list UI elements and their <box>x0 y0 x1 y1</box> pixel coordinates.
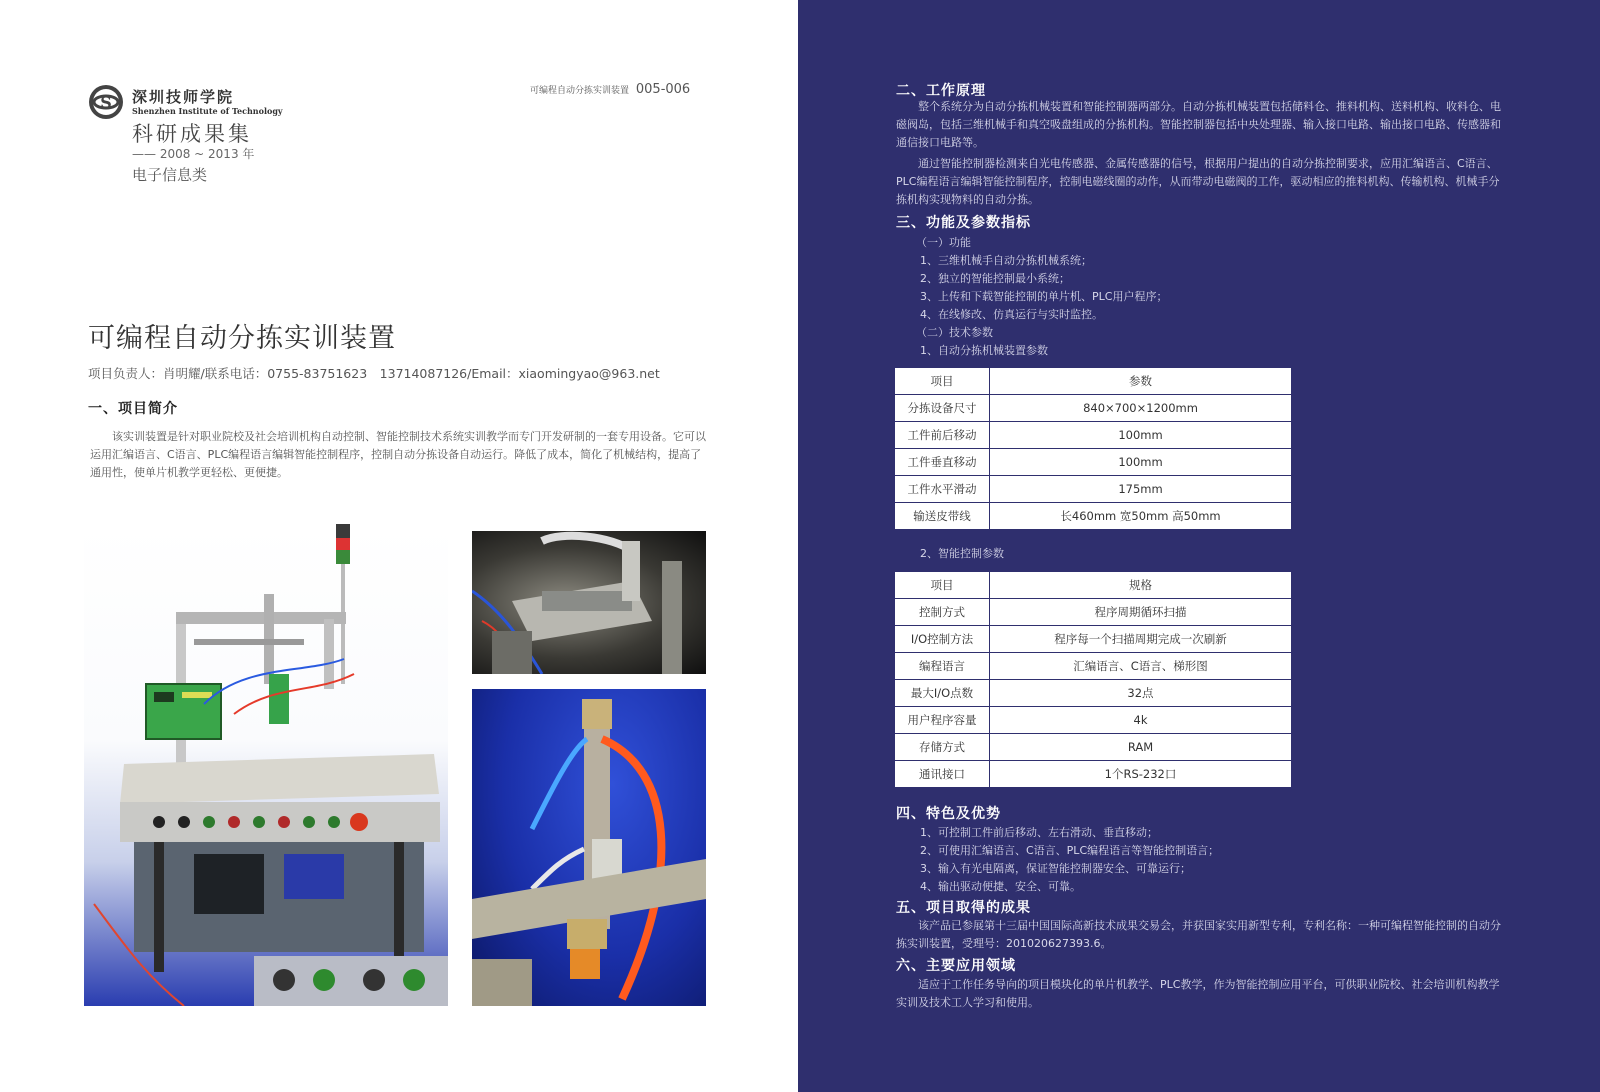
table-cell-value: 程序周期循环扫描 <box>990 599 1292 626</box>
table-cell-value: 程序每一个扫描周期完成一次刷新 <box>990 626 1292 653</box>
feature-item: 4、输出驱动便捷、安全、可靠。 <box>920 880 1081 893</box>
contact-info: 项目负责人：肖明耀/联系电话：0755-83751623 13714087126/Email：xiaomingyao@963.net <box>88 366 660 381</box>
section3-title: 三、功能及参数指标 <box>896 215 1031 231</box>
device-photo-cylinder <box>472 689 706 1006</box>
table1-caption: 1、自动分拣机械装置参数 <box>920 344 1048 357</box>
table-cell-key: 输送皮带线 <box>895 503 990 530</box>
collection-title: 科研成果集 <box>132 122 252 146</box>
table-cell-value: 840×700×1200mm <box>990 395 1292 422</box>
table2-caption: 2、智能控制参数 <box>920 547 1004 560</box>
function-item: 2、独立的智能控制最小系统； <box>920 272 1070 285</box>
category-label: 电子信息类 <box>132 166 208 184</box>
function-item: 4、在线修改、仿真运行与实时监控。 <box>920 308 1103 321</box>
table-cell-value: 100mm <box>990 422 1292 449</box>
function-item: 3、上传和下载智能控制的单片机、PLC用户程序； <box>920 290 1168 303</box>
feature-item: 3、输入有光电隔离，保证智能控制器安全、可靠运行； <box>920 862 1191 875</box>
table-row <box>895 734 1292 761</box>
section1-text: 该实训装置是针对职业院校及社会培训机构自动控制、智能控制技术系统实训教学而专门开发研制的一套专用设备。它可以运用汇编语言、C语言、PLC编程语言编辑智能控制程序，控制自动分拣设备自动运行。降低了成本，简化了机械结构，提高了通用性，使单片机教学更轻松、更便捷。 <box>90 430 706 479</box>
section6-title: 六、主要应用领域 <box>896 958 1016 974</box>
table-cell-value: 175mm <box>990 476 1292 503</box>
table-row <box>895 707 1292 734</box>
functions-heading: （一）功能 <box>916 236 971 249</box>
table-cell-key: 工件垂直移动 <box>895 449 990 476</box>
table-row <box>895 449 1292 476</box>
school-name-en: Shenzhen Institute of Technology <box>132 106 283 116</box>
table-cell-value: 汇编语言、C语言、梯形图 <box>990 653 1292 680</box>
table-cell-key: 编程语言 <box>895 653 990 680</box>
table-cell-key: 通讯接口 <box>895 761 990 788</box>
table-cell-key: 最大I/O点数 <box>895 680 990 707</box>
table-cell-value: 4k <box>990 707 1292 734</box>
school-name-cn: 深圳技师学院 <box>132 88 235 106</box>
section6-text: 适应于工作任务导向的项目模块化的单片机教学、PLC教学，作为智能控制应用平台，可供职业院校、社会培训机构教学实训及技术工人学习和使用。 <box>896 978 1500 1009</box>
section2-title: 二、工作原理 <box>896 83 986 99</box>
school-seal-icon <box>88 84 124 120</box>
collection-years: —— 2008 ~ 2013 年 <box>132 147 255 161</box>
page-title: 可编程自动分拣实训装置 <box>88 323 396 354</box>
section2-paragraph1: 整个系统分为自动分拣机械装置和智能控制器两部分。自动分拣机械装置包括储料仓、推料机构、送料机构、收料仓、电磁阀岛，包括三维机械手和真空吸盘组成的分拣机构。智能控制器包括中央处理器、输入接口电路、输出接口电路、传感器和通信接口电路等。 <box>896 100 1501 149</box>
table-header-cell: 项目 <box>895 368 990 395</box>
device-photo-closeup-slider <box>472 531 706 674</box>
page-numbers: 005-006 <box>635 82 691 97</box>
table-row <box>895 503 1292 530</box>
right-page <box>798 0 1600 1092</box>
device-photo-full <box>84 524 448 1006</box>
section4-title: 四、特色及优势 <box>896 806 1001 822</box>
table-cell-key: 用户程序容量 <box>895 707 990 734</box>
function-item: 1、三维机械手自动分拣机械系统； <box>920 254 1092 267</box>
table-header-row <box>895 368 1292 395</box>
control-params-table <box>894 571 1292 788</box>
table-cell-value: 100mm <box>990 449 1292 476</box>
table-cell-value: 长460mm 宽50mm 高50mm <box>990 503 1292 530</box>
mechanical-params-table <box>894 367 1292 530</box>
running-header <box>530 82 690 97</box>
table-header-row <box>895 572 1292 599</box>
table-cell-key: 控制方式 <box>895 599 990 626</box>
section5-text: 该产品已参展第十三届中国国际高新技术成果交易会，并获国家实用新型专利，专利名称：一种可编程智能控制的自动分拣实训装置，受理号：201020627393.6。 <box>896 919 1501 950</box>
table-header-cell: 参数 <box>990 368 1292 395</box>
table-row <box>895 653 1292 680</box>
svg-text:S: S <box>100 93 112 112</box>
tech-params-heading: （二）技术参数 <box>916 326 993 339</box>
table-row <box>895 395 1292 422</box>
table-cell-key: 工件水平滑动 <box>895 476 990 503</box>
table-cell-key: 分拣设备尺寸 <box>895 395 990 422</box>
table-cell-value: 32点 <box>990 680 1292 707</box>
table-cell-value: 1个RS-232口 <box>990 761 1292 788</box>
table-row <box>895 680 1292 707</box>
section1-title: 一、项目简介 <box>88 401 178 417</box>
table-header-cell: 规格 <box>990 572 1292 599</box>
feature-item: 2、可使用汇编语言、C语言、PLC编程语言等智能控制语言； <box>920 844 1220 857</box>
section5-title: 五、项目取得的成果 <box>896 900 1031 916</box>
table-row <box>895 476 1292 503</box>
header-caption: 可编程自动分拣实训装置 <box>530 86 630 96</box>
section2-paragraph2: 通过智能控制器检测来自光电传感器、金属传感器的信号，根据用户提出的自动分拣控制要求，应用汇编语言、C语言、PLC编程语言编辑智能控制程序，控制电磁线圈的动作，从而带动电磁阀的工作，驱动相应的推料机构、传输机构、机械手分拣机构实现物料的自动分拣。 <box>896 157 1500 206</box>
feature-item: 1、可控制工件前后移动、左右滑动、垂直移动； <box>920 826 1158 839</box>
table-cell-key: 工件前后移动 <box>895 422 990 449</box>
table-cell-value: RAM <box>990 734 1292 761</box>
table-row <box>895 626 1292 653</box>
table-cell-key: I/O控制方法 <box>895 626 990 653</box>
table-cell-key: 存储方式 <box>895 734 990 761</box>
left-page <box>0 0 798 1092</box>
table-row <box>895 422 1292 449</box>
table-row <box>895 761 1292 788</box>
table-header-cell: 项目 <box>895 572 990 599</box>
table-row <box>895 599 1292 626</box>
